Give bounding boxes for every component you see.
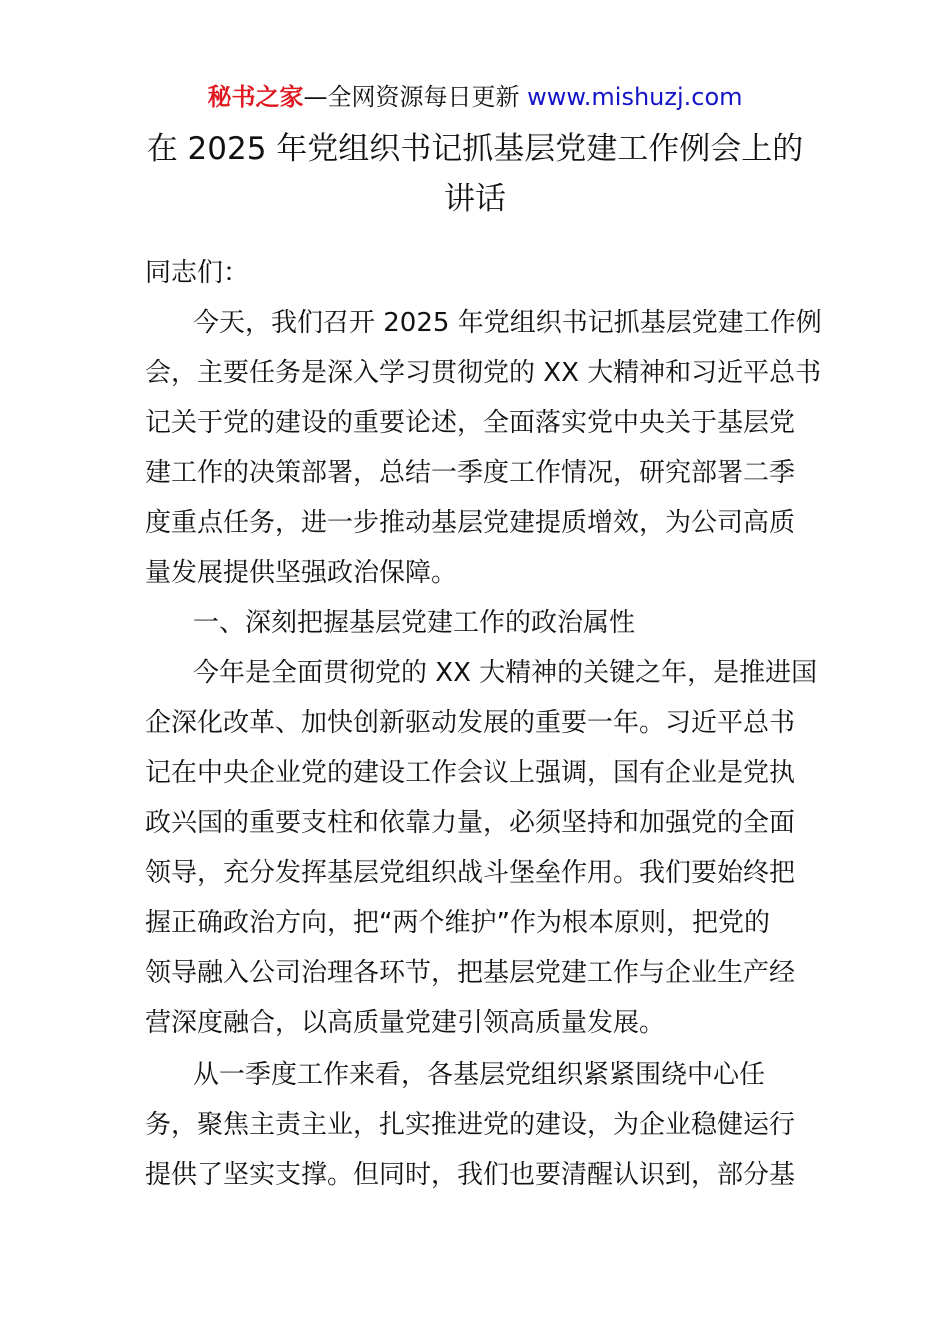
paragraph-line: 记在中央企业党的建设工作会议上强调，国有企业是党执: [145, 758, 796, 788]
paragraph-line: 今天，我们召开 2025 年党组织书记抓基层党建工作例: [193, 308, 822, 338]
title-line-2: 讲话: [444, 181, 506, 217]
paragraph-line: 提供了坚实支撑。但同时，我们也要清醒认识到，部分基: [145, 1160, 796, 1190]
paragraph-line: 记关于党的建设的重要论述，全面落实党中央关于基层党: [145, 408, 796, 438]
document-title: [125, 124, 825, 224]
paragraph-line: 政兴国的重要支柱和依靠力量，必须坚持和加强党的全面: [145, 808, 796, 838]
paragraph-line: 握正确政治方向，把“两个维护”作为根本原则，把党的: [145, 908, 770, 938]
paragraph-political: [145, 648, 825, 1048]
paragraph-line: 领导，充分发挥基层党组织战斗堡垒作用。我们要始终把: [145, 858, 796, 888]
title-line-1: 在 2025 年党组织书记抓基层党建工作例会上的: [146, 131, 804, 167]
paragraph-line: 建工作的决策部署，总结一季度工作情况，研究部署二季: [145, 458, 796, 488]
paragraph-line: 营深度融合，以高质量党建引领高质量发展。: [145, 1008, 666, 1038]
site-tagline: —全网资源每日更新: [303, 83, 520, 111]
paragraph-line: 量发展提供坚强政治保障。: [145, 558, 458, 588]
paragraph-line: 领导融入公司治理各环节，把基层党建工作与企业生产经: [145, 958, 796, 988]
paragraph-line: 会，主要任务是深入学习贯彻党的 XX 大精神和习近平总书: [145, 358, 822, 388]
site-header: [0, 80, 950, 114]
paragraph-line: 今年是全面贯彻党的 XX 大精神的关键之年，是推进国: [193, 658, 818, 688]
paragraph-q1-review: [145, 1050, 825, 1200]
paragraph-line: 企深化改革、加快创新驱动发展的重要一年。习近平总书: [145, 708, 796, 738]
salutation: 同志们：: [145, 258, 250, 288]
paragraph-intro: [145, 298, 825, 598]
paragraph-line: 从一季度工作来看，各基层党组织紧紧围绕中心任: [193, 1060, 766, 1090]
section-heading-text: 一、深刻把握基层党建工作的政治属性: [193, 608, 636, 638]
document-body: [145, 248, 825, 1200]
paragraph-line: 务，聚焦主责主业，扎实推进党的建设，为企业稳健运行: [145, 1110, 796, 1140]
site-url-link[interactable]: www.mishuzj.com: [527, 83, 743, 111]
site-brand: 秘书之家: [207, 83, 304, 111]
paragraph-line: 度重点任务，进一步推动基层党建提质增效，为公司高质: [145, 508, 796, 538]
section-heading: [145, 598, 825, 648]
